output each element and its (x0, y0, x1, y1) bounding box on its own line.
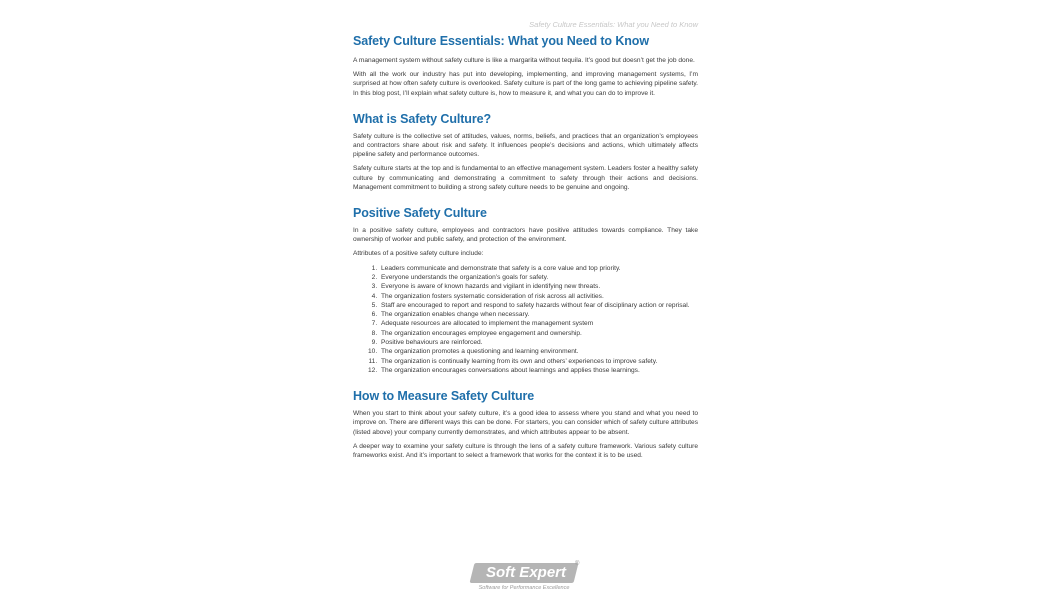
paragraph: Safety culture is the collective set of attitudes, values, norms, beliefs, and practices that an organization’s employees and contractors share about risk and safety. It influences people’s decisions and actions, which ultimately affects pipeline safety and performance outcomes. (353, 132, 698, 159)
article-title: Safety Culture Essentials: What you Need to Know (353, 34, 649, 48)
section-heading-measure: How to Measure Safety Culture (353, 389, 535, 404)
running-header: Safety Culture Essentials: What you Need to Know (529, 20, 698, 29)
paragraph: When you start to think about your safety culture, it’s a good idea to assess where you stand and what you need to improve on. There are different ways this can be done. For starters, you can consider which of safety culture attributes (listed above) your company currently demonstrates, and which attributes appear to be absent. (353, 410, 698, 436)
section-heading-what: What is Safety Culture? (353, 111, 491, 126)
attributes-list (353, 264, 698, 376)
list-item: 9. Positive behaviours are reinforced. (379, 338, 698, 347)
intro-paragraph: A management system without safety culture is like a margarita without tequila. It’s good but doesn’t get the job done. (353, 57, 695, 64)
paragraph: Safety culture starts at the top and is fundamental to an effective management system. Leaders foster a healthy safety culture by communicating and demonstrating a commitment to safety through their actions and decisions. Management commitment to building a strong safety culture needs to be genuine and ongoing. (353, 165, 698, 191)
list-item: 8. The organization encourages employee engagement and ownership. (379, 329, 698, 338)
list-item: 2. Everyone understands the organization’s goals for safety. (379, 273, 698, 282)
registered-mark: ® (575, 561, 580, 567)
paragraph: A deeper way to examine your safety culture is through the lens of a safety culture framework. Various safety culture frameworks exist. And it’s important to select a framework that works for the context it is to be used. (353, 442, 698, 460)
section-heading-positive: Positive Safety Culture (353, 206, 487, 221)
list-item: 6. The organization enables change when necessary. (379, 310, 698, 319)
intro-paragraph: With all the work our industry has put into developing, implementing, and improving management systems, I’m surprised at how often safety culture is overlooked. Safety culture is part of the long game to achieving pipeline safety. In this blog post, I’ll explain what safety culture is, how to measure it, and what you can do to improve it. (353, 71, 698, 97)
list-item: 5. Staff are encouraged to report and respond to safety hazards without fear of disciplinary action or reprisal. (379, 301, 698, 310)
list-item: 4. The organization fosters systematic consideration of risk across all activities. (379, 292, 698, 301)
list-item: 7. Adequate resources are allocated to implement the management system (379, 319, 698, 328)
list-item: 11. The organization is continually learning from its own and others’ experiences to improve safety. (379, 357, 698, 366)
logo-tagline: Software for Performance Excellence (478, 585, 570, 591)
paragraph: Attributes of a positive safety culture include: (353, 250, 484, 258)
logo-text: Soft Expert (485, 564, 566, 581)
list-item: 12. The organization encourages conversations about learnings and applies those learnings. (379, 366, 698, 375)
softexpert-logo (472, 563, 582, 593)
article-body (353, 34, 698, 465)
list-item: 3. Everyone is aware of known hazards and vigilant in identifying new threats. (379, 282, 698, 291)
list-item: 10. The organization promotes a questioning and learning environment. (379, 347, 698, 356)
list-item: 1. Leaders communicate and demonstrate that safety is a core value and top priority. (379, 264, 698, 273)
paragraph: In a positive safety culture, employees and contractors have positive attitudes towards compliance. They take ownership of worker and public safety, and protection of the environment. (353, 227, 698, 244)
